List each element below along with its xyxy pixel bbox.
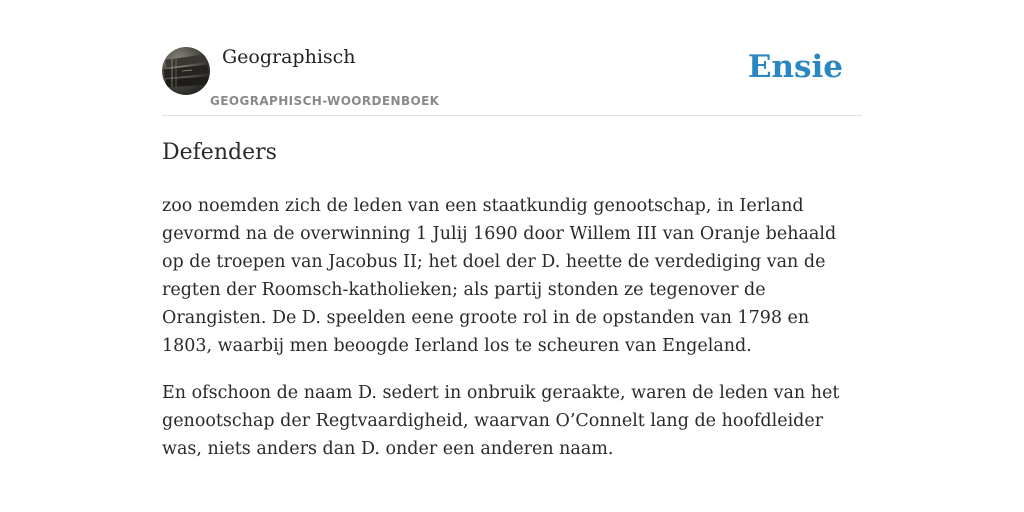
entry-title: Defenders: [162, 140, 277, 165]
source-slug[interactable]: GEOGRAPHISCH-WOORDENBOEK: [210, 94, 440, 108]
source-avatar[interactable]: [162, 47, 210, 95]
source-title[interactable]: Geographisch: [222, 46, 356, 68]
ensie-logo-link[interactable]: Ensie: [747, 49, 843, 85]
source-header: [162, 44, 862, 116]
entry-paragraph-2: En ofschoon de naam D. sedert in onbruik geraakte, waren de leden van het genootschap der Regtvaardigheid, waarvan O’Connelt lang de hoofdleider was, niets anders dan D. onder een anderen naam.: [162, 383, 840, 459]
book-spines-icon: [162, 47, 210, 95]
entry-paragraph-1: zoo noemden zich de leden van een staatkundig genootschap, in Ierland gevormd na de overwinning 1 Julij 1690 door Willem III van Oranje behaald op de troepen van Jacobus II; het doel der D. heette de verdediging van de regten der Roomsch-katholieken; als partij stonden ze tegenover de Orangisten. De D. speelden eene groote rol in de opstanden van 1798 en 1803, waarbij men beoogde Ierland los te scheuren van Engeland.: [162, 196, 837, 356]
